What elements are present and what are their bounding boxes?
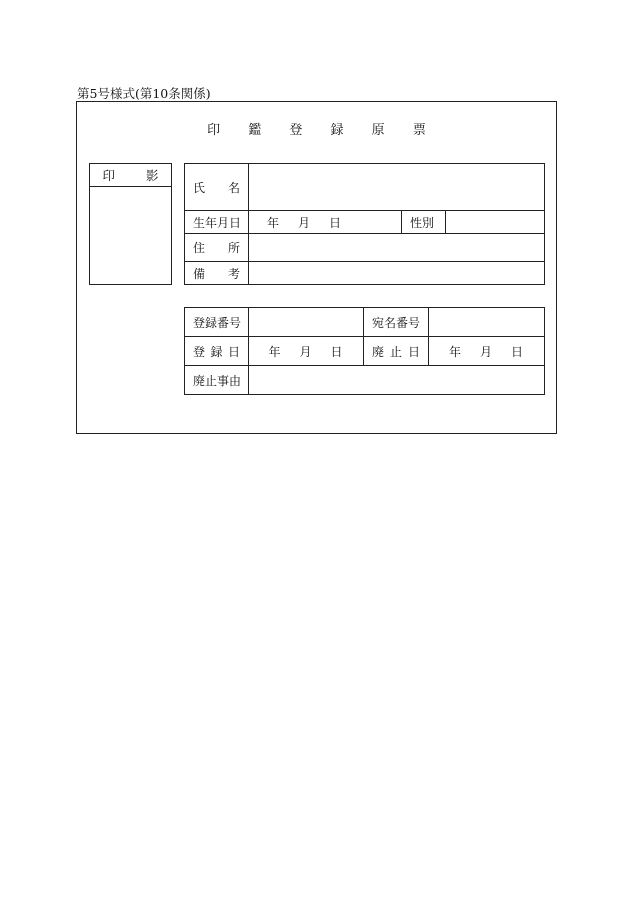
abolition-reason-label: 廃止事由 [193,373,242,388]
form-title: 印 鑑 登 録 原 票 [207,123,438,138]
registration-date-year-unit: 年 [268,344,282,359]
name-value-cell[interactable] [249,164,545,211]
address-label: 住 所 [193,241,240,255]
abolition-reason-value-cell[interactable] [249,366,545,395]
addressee-number-value-cell[interactable] [429,308,545,337]
remarks-value-cell[interactable] [249,262,545,285]
abolition-date-label: 廃 止 日 [372,344,420,359]
abolition-reason-row [185,366,545,395]
registration-number-label: 登録番号 [193,315,242,330]
seal-impression-header [90,164,171,187]
name-row [185,164,545,211]
abolition-date-month-unit: 月 [479,344,493,359]
birthdate-day-unit: 日 [329,215,343,230]
registration-date-month-unit: 月 [299,344,313,359]
abolition-date-label-cell [364,337,429,366]
registration-date-day-unit: 日 [330,344,344,359]
registration-date-value-cell[interactable] [249,337,364,366]
birthdate-year-unit: 年 [267,215,281,230]
sex-label-cell [402,211,446,234]
remarks-label-cell [185,262,249,285]
birthdate-label: 生年月日 [193,215,242,230]
birthdate-row [185,211,545,234]
addressee-number-label-cell [364,308,429,337]
sex-label: 性別 [410,215,435,230]
registration-date-label-cell [185,337,249,366]
registration-date-row [185,337,545,366]
name-label: 氏 名 [193,180,240,195]
remarks-label: 備 考 [193,266,240,281]
address-value-cell[interactable] [249,234,545,262]
abolition-date-year-unit: 年 [448,344,462,359]
address-label-cell [185,234,249,262]
abolition-date-value-cell[interactable] [429,337,545,366]
name-label-cell [185,164,249,211]
personal-info-table [184,163,545,285]
registration-info-table [184,307,545,395]
registration-number-value-cell[interactable] [249,308,364,337]
birthdate-month-unit: 月 [298,215,312,230]
addressee-number-label: 宛名番号 [372,315,421,330]
registration-number-row [185,308,545,337]
seal-impression-box[interactable] [89,163,172,285]
birthdate-value-cell[interactable] [249,211,402,234]
form-number-caption: 第5号様式(第10条関係) [77,86,211,101]
sex-value-cell[interactable] [446,211,545,234]
address-row [185,234,545,262]
abolition-date-day-unit: 日 [511,344,525,359]
remarks-row [185,262,545,285]
registration-date-label: 登 録 日 [193,344,240,359]
registration-number-label-cell [185,308,249,337]
seal-impression-label: 印 影 [102,168,159,183]
birthdate-label-cell [185,211,249,234]
abolition-reason-label-cell [185,366,249,395]
